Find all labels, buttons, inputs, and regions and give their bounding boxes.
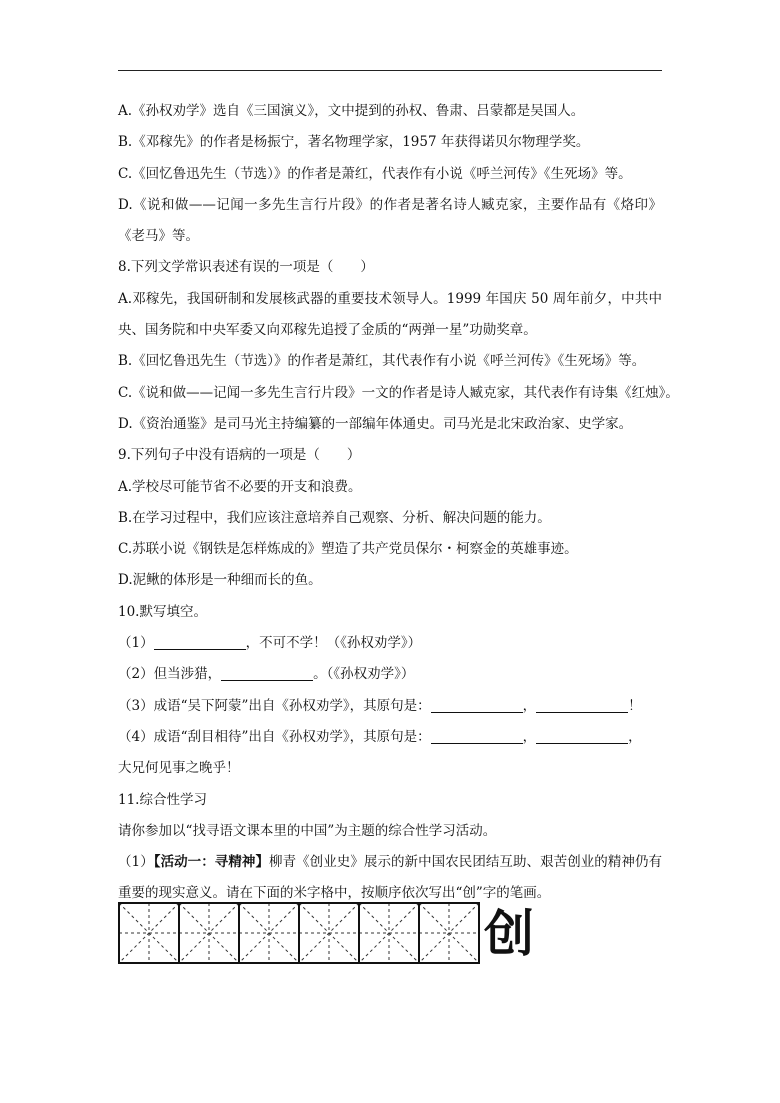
question-8-option-c: C.《说和做——记闻一多先生言行片段》一文的作者是诗人臧克家，其代表作有诗集《红烛》。	[118, 384, 679, 401]
mizi-cell[interactable]	[359, 903, 419, 963]
question-11: 11.综合性学习	[118, 791, 207, 808]
q10-3-blank-1[interactable]	[431, 698, 523, 713]
q11-1-prefix: （1）	[118, 854, 154, 871]
q10-3-prefix: （3）成语“吴下阿蒙”出自《孙权劝学》，其原句是：	[118, 697, 431, 714]
q10-4-prefix: （4）成语“刮目相待”出自《孙权劝学》，其原句是：	[118, 728, 431, 745]
question-10-item-4-continuation: 大兄何见事之晚乎！	[118, 760, 240, 777]
mizi-cell[interactable]	[119, 903, 179, 963]
mizi-grid-svg	[118, 900, 480, 966]
q10-4-mid: ，	[522, 728, 537, 745]
question-10-item-3	[118, 691, 662, 722]
q10-2-prefix: （2）但当涉猎，	[118, 666, 222, 683]
q10-2-suffix: 。（《孙权劝学》）	[313, 666, 415, 683]
mizi-cell[interactable]	[239, 903, 299, 963]
question-8-option-d: D.《资治通鉴》是司马光主持编纂的一部编年体通史。司马光是北宋政治家、史学家。	[118, 415, 633, 432]
question-10-item-2	[118, 659, 662, 690]
option-b-line: B.《邓稼先》的作者是杨振宁，著名物理学家，1957 年获得诺贝尔物理学奖。	[118, 134, 590, 151]
mizi-grid	[118, 900, 480, 970]
question-10-item-4	[118, 722, 662, 753]
question-11-intro: 请你参加以“找寻语文课本里的中国”为主题的综合性学习活动。	[118, 822, 497, 839]
question-9: 9.下列句子中没有语病的一项是（ ）	[118, 447, 361, 464]
question-9-option-c: C.苏联小说《钢铁是怎样炼成的》塑造了共产党员保尔・柯察金的英雄事迹。	[118, 541, 578, 558]
sample-character: 创	[484, 904, 534, 963]
q10-1-prefix: （1）	[118, 635, 154, 652]
mizi-cell[interactable]	[179, 903, 239, 963]
document-body	[118, 96, 679, 910]
option-d-line: D.《说和做——记闻一多先生言行片段》的作者是著名诗人臧克家，主要作品有《烙印》《老马》等。	[118, 196, 662, 245]
question-8-option-b: B.《回忆鲁迅先生（节选）》的作者是萧红，其代表作有小说《呼兰河传》《生死场》等。	[118, 353, 646, 370]
question-9-option-d: D.泥鳅的体形是一种细而长的鱼。	[118, 572, 322, 589]
q11-1-activity-tag: 【活动一：寻精神】	[153, 854, 270, 871]
question-10-item-1	[118, 628, 662, 659]
mizi-cell[interactable]	[299, 903, 359, 963]
mizi-cell[interactable]	[419, 903, 479, 963]
question-10: 10.默写填空。	[118, 603, 207, 620]
option-a-line: A.《孙权劝学》选自《三国演义》，文中提到的孙权、鲁肃、吕蒙都是吴国人。	[118, 103, 585, 119]
question-8-option-a: A.邓稼先，我国研制和发展核武器的重要技术领导人。1999 年国庆 50 周年前夕，中共中央、国务院和中央军委又向邓稼先追授了金质的“两弹一星”功勋奖章。	[118, 290, 662, 339]
q10-4-blank-2[interactable]	[536, 729, 628, 744]
q10-2-blank[interactable]	[221, 666, 313, 681]
question-9-option-b: B.在学习过程中，我们应该注意培养自己观察、分析、解决问题的能力。	[118, 509, 551, 526]
option-c-line: C.《回忆鲁迅先生（节选）》的作者是萧红，代表作有小说《呼兰河传》《生死场》等。	[118, 165, 632, 182]
q10-4-blank-1[interactable]	[431, 729, 523, 744]
q10-4-suffix: ，	[628, 728, 642, 745]
q10-1-blank[interactable]	[154, 635, 246, 650]
header-rule	[118, 70, 662, 71]
question-9-option-a: A.学校尽可能节省不必要的开支和浪费。	[118, 478, 362, 495]
q10-1-suffix: ，不可不学！（《孙权劝学》）	[245, 635, 422, 652]
question-8: 8.下列文学常识表述有误的一项是（ ）	[118, 259, 374, 276]
q10-3-blank-2[interactable]	[536, 698, 628, 713]
q10-3-mid: ，	[522, 697, 537, 714]
q11-1-text: 柳青《创业史》展示的新中国农民团结互助、艰苦创业的精神仍有重要的现实意义。请在下面的米字格中，按顺序依次写出“创”字的笔画。	[118, 854, 663, 902]
q10-3-suffix: ！	[628, 697, 642, 714]
